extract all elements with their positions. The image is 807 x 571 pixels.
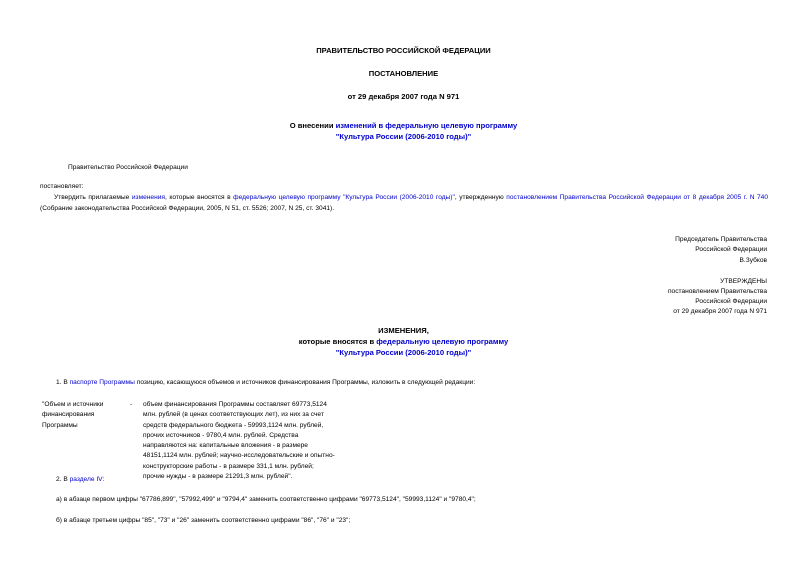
table-left-line: Программы [42,421,78,429]
approved-line-3: Российской Федерации [695,298,767,305]
approved-heading: УТВЕРЖДЕНЫ [720,278,767,285]
changes-link[interactable]: изменения [131,194,165,201]
table-right-cell [143,400,353,482]
p1-part-a: Утвердить прилагаемые [54,194,132,201]
item-1-prefix: 1. В [56,379,70,386]
document-date-number: от 29 декабря 2007 года N 971 [347,92,460,101]
main-paragraph [40,192,768,214]
government-heading: ПРАВИТЕЛЬСТВО РОССИЙСКОЙ ФЕДЕРАЦИИ [316,46,491,55]
item-2-prefix: 2. В [56,476,70,483]
table-dash: - [130,401,133,408]
approved-line-4: от 29 декабря 2007 года N 971 [673,308,767,315]
table-right-line: млн. рублей (в ценах соответствующих лет), из них за счет [143,411,324,419]
changes-program-link[interactable]: федеральную целевую программу [376,337,509,346]
item-1-text: позицию, касающуюся объемов и источников финансирования Программы, изложить в следующей редакции: [134,379,476,386]
passport-link[interactable]: паспорте Программы [69,379,135,386]
item-2 [56,475,104,485]
table-right-line: направляются на: капитальные вложения - в размере [143,442,308,450]
table-right-line: прочих источников - 9780,4 млн. рублей. Средства [143,431,299,439]
table-right-line: 48151,1124 млн. рублей; научно-исследовательские и опытно- [143,452,335,460]
p1-part-c: , утвержденную [454,194,507,201]
item-2-suffix: : [102,476,105,483]
item-1 [56,378,475,388]
signature-name: В.Зубков [739,257,767,264]
title-prefix: О внесении [289,121,336,130]
signature-title: Председатель Правительства [675,236,767,243]
document-title [0,121,807,131]
table-left-cell [42,400,122,431]
changes-heading: ИЗМЕНЕНИЯ, [378,326,429,335]
item-2a: а) в абзаце первом цифры "67786,899", "57992,499" и "9794,4" заменить соответственно цифрами "69773,5124", "59993,1124" и "9780,4"; [56,496,476,503]
signature-org: Российской Федерации [695,246,767,253]
document-type: ПОСТАНОВЛЕНИЕ [368,69,439,78]
title-link[interactable]: изменений в федеральную целевую программу [335,121,518,130]
p1-part-d: (Собрание законодательства Российской Федерации, 2005, N 51, ст. 5526; 2007, N 25, ст. 3041). [40,205,335,212]
item-2b: б) в абзаце третьем цифры "85", "73" и "26" заменить соответственно цифрами "86", "76" и "23"; [56,517,351,524]
table-right-line: прочие нужды - в размере 21291,3 млн. рублей". [143,473,293,481]
p1-part-b: , которые вносятся в [164,194,234,201]
program-link[interactable]: федеральную целевую программу "Культура России (2006-2010 годы)" [233,194,455,201]
table-right-line: конструкторские работы - в размере 331,1 млн. рублей; [143,462,314,470]
approved-line-2: постановлением Правительства [667,288,767,295]
table-left-line: "Объем и источники [42,401,104,408]
changes-program-name[interactable]: "Культура России (2006-2010 годы)" [335,348,472,357]
table-right-line: средств федерального бюджета - 59993,1124 млн. рублей, [143,421,324,429]
table-left-line: финансирования [42,411,95,419]
table-right-line: объем финансирования Программы составляет 69773,5124 [143,401,327,408]
title-program-name[interactable]: "Культура России (2006-2010 годы)" [335,132,472,141]
changes-subheading-prefix: которые вносятся в [298,337,377,346]
resolution-link[interactable]: постановлением Правительства Российской Федерации от 8 декабря 2005 г. N 740 [506,194,769,201]
section-iv-link[interactable]: разделе IV [69,476,103,483]
intro-text: Правительство Российской Федерации [68,164,188,171]
resolves-text: постановляет: [40,183,84,190]
changes-subheading [0,337,807,347]
